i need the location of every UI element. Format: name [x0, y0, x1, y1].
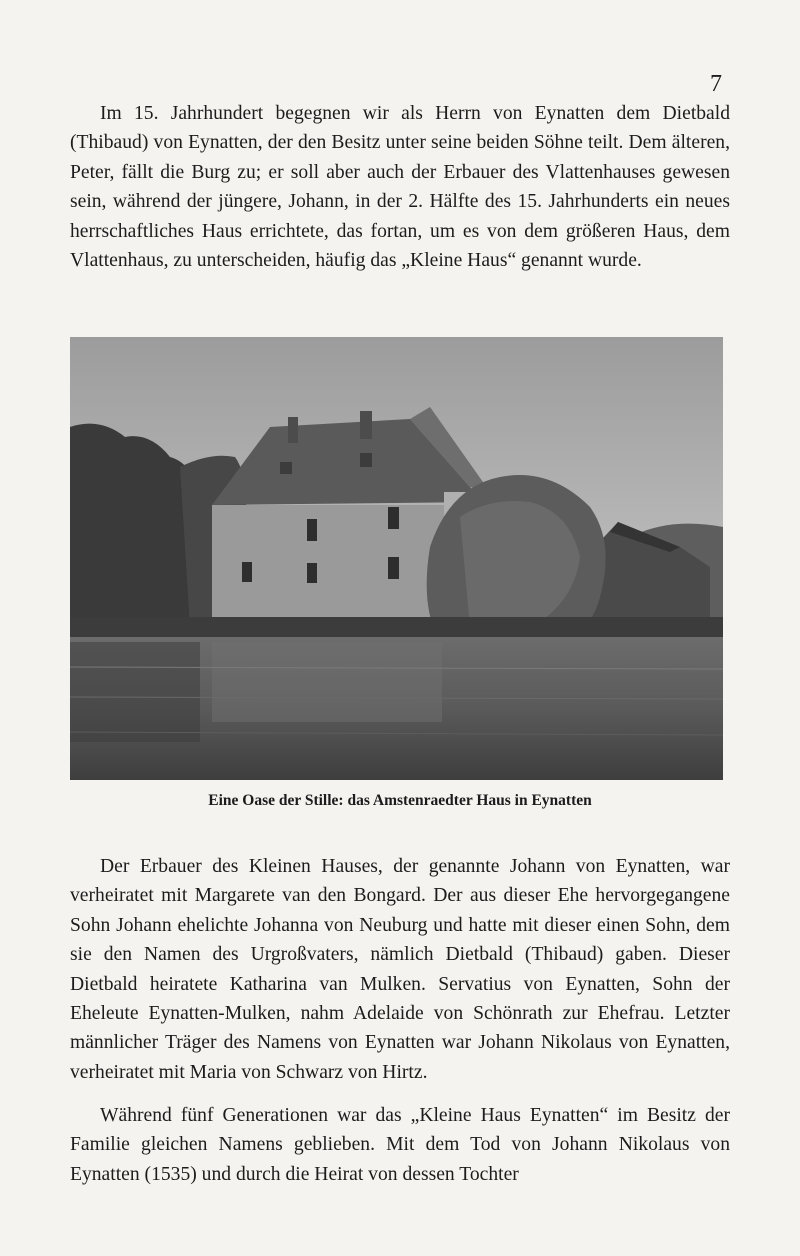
paragraph-succession: Während fünf Generationen war das „Kleine Haus Eynatten“ im Besitz der Familie gleichen Namens geblieben. Mit dem Tod von Johann Nikolaus von Eynatten (1535) und durch die Heirat von dessen Tochter — [70, 1105, 730, 1185]
paragraph-intro: Im 15. Jahrhundert begegnen wir als Herrn von Eynatten dem Dietbald (Thibaud) von Eynatten, der den Besitz unter seine beiden Söhne teilt. Dem älteren, Peter, fällt die Burg zu; er soll aber auch der Erbauer des Vlattenhauses gewesen sein, während der jüngere, Johann, in der 2. Hälfte des 15. Jahrhunderts ein neues herrschaftliches Haus errichtete, das fortan, um es von dem größeren Haus, dem Vlattenhaus, zu unterscheiden, häufig das „Kleine Haus“ genannt wurde. — [70, 103, 730, 272]
figure-caption: Eine Oase der Stille: das Amstenraedter Haus in Eynatten — [208, 792, 592, 809]
paragraph-lineage: Der Erbauer des Kleinen Hauses, der genannte Johann von Eynatten, war verheiratet mit Margarete van den Bongard. Der aus dieser Ehe hervorgegangene Sohn Johann ehelichte Johanna von Neuburg und hatte mit dieser einen Sohn, dem sie den Namen des Urgroßvaters, nämlich Dietbald (Thibaud) gaben. Dieser Dietbald heiratete Katharina van Mulken. Servatius von Eynatten, Sohn der Eheleute Eynatten-Mulken, nahm Adelaide von Schönrath zur Ehefrau. Letzter männlicher Träger des Namens von Eynatten war Johann Nikolaus von Eynatten, verheiratet mit Maria von Schwarz von Hirtz. — [70, 856, 730, 1083]
photo-amstenraedter-haus — [70, 337, 723, 780]
page-number: 7 — [710, 71, 722, 97]
